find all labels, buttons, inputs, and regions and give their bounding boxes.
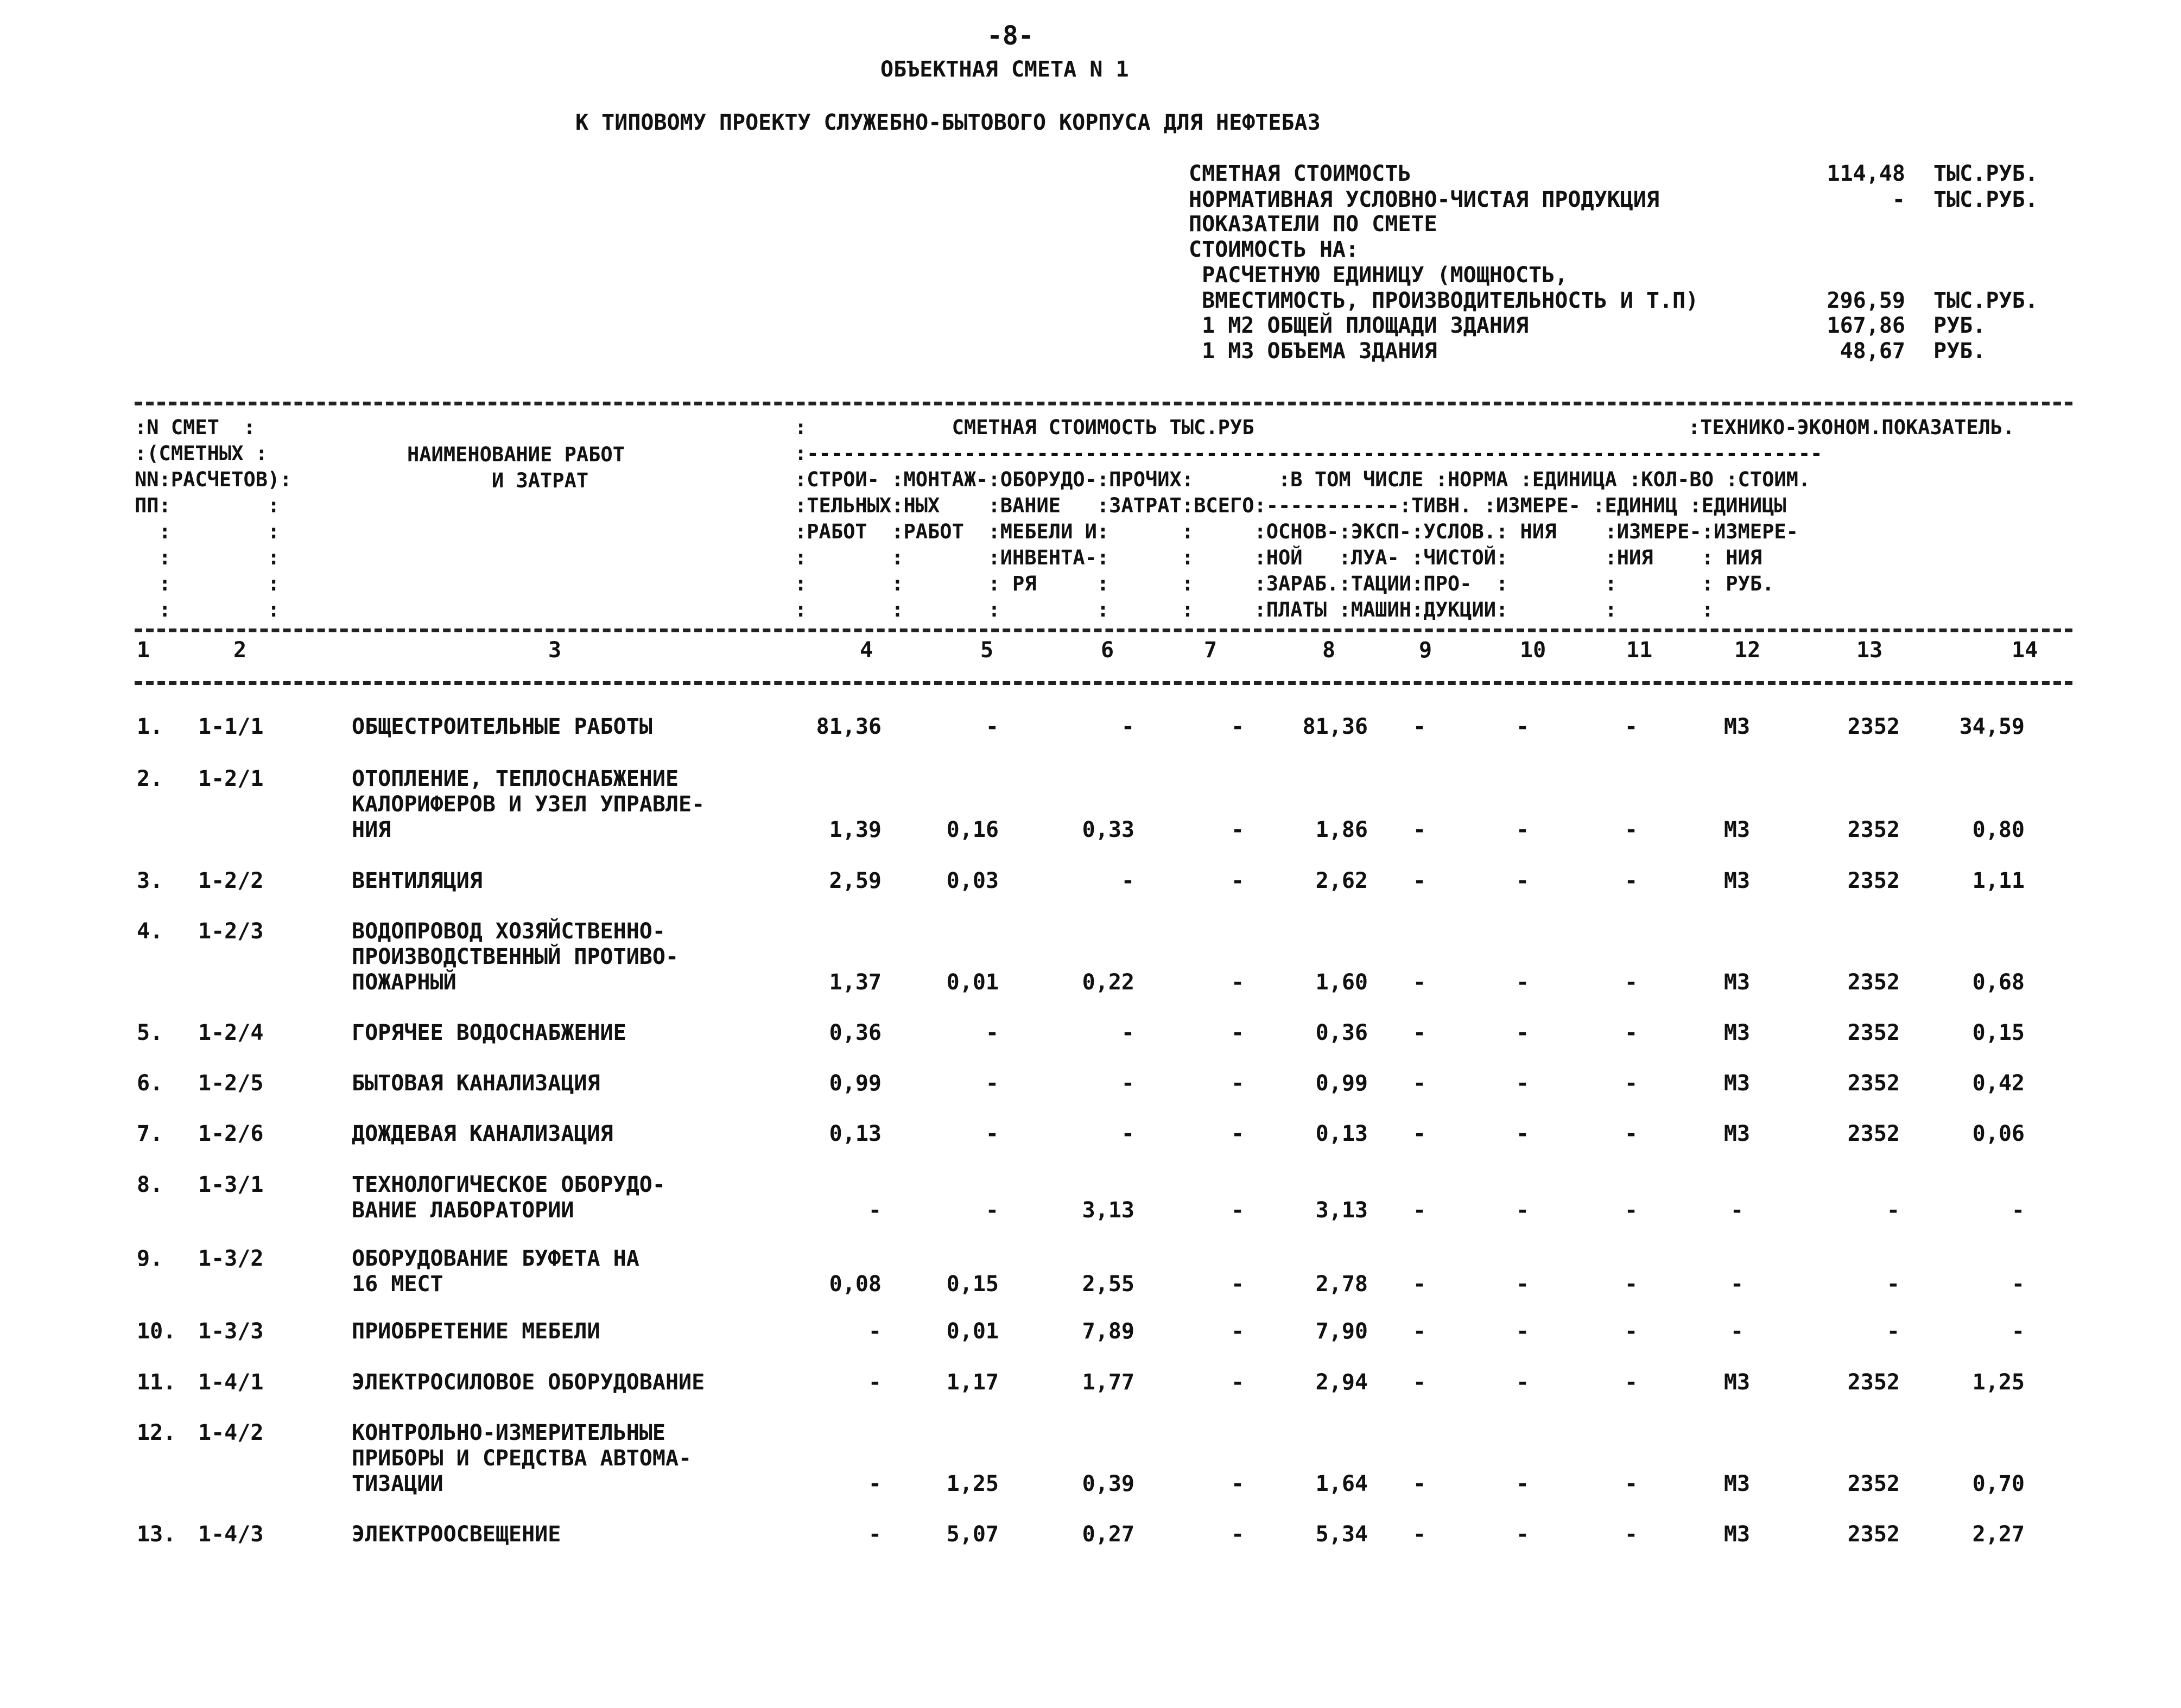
column-numbers-rule: [135, 681, 2072, 685]
cell-c9: -: [1412, 1471, 1426, 1496]
cell-c4: -: [868, 1319, 882, 1344]
cell-c4: 1,39: [829, 817, 882, 842]
column-number: 9: [1419, 638, 1432, 663]
cell-c13: 2352: [1847, 1370, 1900, 1395]
summary-unit: РУБ.: [1933, 313, 1986, 338]
cell-c6: -: [1121, 1071, 1134, 1096]
cell-c4: -: [868, 1522, 882, 1547]
estimate-code: 1-3/1: [198, 1172, 264, 1197]
work-name-line: 16 МЕСТ: [352, 1272, 443, 1297]
cell-c10: -: [1516, 1471, 1530, 1496]
cell-c6: 1,77: [1082, 1370, 1134, 1395]
column-number: 5: [980, 638, 994, 663]
work-name-line: ВОДОПРОВОД ХОЗЯЙСТВЕННО-: [352, 919, 665, 944]
column-number: 2: [233, 638, 247, 663]
header-bottom-rule: [135, 628, 2072, 632]
cell-c6: 2,55: [1082, 1272, 1134, 1297]
cell-c9: -: [1412, 1198, 1426, 1223]
row-number: 13.: [137, 1522, 176, 1547]
column-number: 8: [1322, 638, 1336, 663]
cell-c7: -: [1231, 1272, 1245, 1297]
cell-c5: -: [985, 1071, 999, 1096]
header-top-rule: [135, 402, 2072, 405]
work-name-line: ВАНИЕ ЛАБОРАТОРИИ: [352, 1198, 574, 1223]
work-name-line: ДОЖДЕВАЯ КАНАЛИЗАЦИЯ: [352, 1121, 613, 1146]
cell-c7: -: [1231, 868, 1245, 893]
cell-c14: 0,80: [1972, 817, 2025, 842]
cell-c5: 0,16: [946, 817, 999, 842]
cell-c7: -: [1231, 1471, 1245, 1496]
cell-c14: 0,42: [1972, 1071, 2025, 1096]
cell-c9: -: [1412, 868, 1426, 893]
header-divider: :------------------------------------------------------------------------------------: [795, 442, 1823, 465]
work-name-line: ТЕХНОЛОГИЧЕСКОЕ ОБОРУДО-: [352, 1172, 665, 1197]
estimate-code: 1-2/3: [198, 919, 264, 944]
cell-c6: -: [1121, 868, 1134, 893]
cell-c13: -: [1886, 1272, 1900, 1297]
column-number: 13: [1856, 638, 1883, 663]
page-number: -8-: [987, 21, 1034, 51]
cell-c13: 2352: [1847, 1471, 1900, 1496]
cell-c9: -: [1412, 1370, 1426, 1395]
cell-c4: 0,36: [829, 1020, 882, 1045]
cell-c10: -: [1516, 714, 1530, 739]
cell-c10: -: [1516, 1319, 1530, 1344]
row-number: 4.: [137, 919, 163, 944]
work-name-line: ПОЖАРНЫЙ: [352, 970, 457, 995]
cell-c14: -: [2011, 1198, 2025, 1223]
cell-c9: -: [1412, 1319, 1426, 1344]
work-name-line: ЭЛЕКТРОСИЛОВОЕ ОБОРУДОВАНИЕ: [352, 1370, 705, 1395]
estimate-code: 1-1/1: [198, 714, 264, 739]
cell-c5: 1,25: [946, 1471, 999, 1496]
summary-unit: ТЫС.РУБ.: [1933, 288, 2038, 313]
column-number: 12: [1734, 638, 1761, 663]
cell-c10: -: [1516, 1121, 1530, 1146]
row-number: 10.: [137, 1319, 176, 1344]
cell-c10: -: [1516, 1522, 1530, 1547]
cell-c11: -: [1624, 714, 1638, 739]
summary-label: СМЕТНАЯ СТОИМОСТЬ: [1189, 161, 1411, 186]
cell-c10: -: [1516, 1198, 1530, 1223]
cell-c11: -: [1624, 817, 1638, 842]
cell-c10: -: [1516, 868, 1530, 893]
row-number: 9.: [137, 1246, 163, 1271]
cell-c11: -: [1624, 1272, 1638, 1297]
summary-value: 167,86: [1827, 313, 1905, 338]
cell-c8: 3,13: [1315, 1198, 1368, 1223]
cell-c7: -: [1231, 1370, 1245, 1395]
cell-c13: 2352: [1847, 1071, 1900, 1096]
column-number: 14: [2012, 638, 2038, 663]
header-col-name: НАИМЕНОВАНИЕ РАБОТ И ЗАТРАТ: [407, 443, 625, 492]
cell-c14: -: [2011, 1319, 2025, 1344]
cell-c12: -: [1730, 1198, 1744, 1223]
cell-c10: -: [1516, 970, 1530, 995]
cell-c13: 2352: [1847, 817, 1900, 842]
work-name-line: ВЕНТИЛЯЦИЯ: [352, 868, 483, 893]
cell-c6: -: [1121, 714, 1134, 739]
cell-c10: -: [1516, 1370, 1530, 1395]
cell-c8: 5,34: [1315, 1522, 1368, 1547]
cell-c11: -: [1624, 1319, 1638, 1344]
cell-c8: 2,78: [1315, 1272, 1368, 1297]
cell-c5: -: [985, 1121, 999, 1146]
estimate-code: 1-2/4: [198, 1020, 264, 1045]
cell-c8: 1,64: [1315, 1471, 1368, 1496]
cell-c13: 2352: [1847, 868, 1900, 893]
cell-c11: -: [1624, 1071, 1638, 1096]
cell-c10: -: [1516, 817, 1530, 842]
cell-c12: -: [1730, 1319, 1744, 1344]
column-number: 6: [1101, 638, 1114, 663]
cell-c12: М3: [1723, 868, 1751, 893]
cell-c12: М3: [1723, 1522, 1751, 1547]
cell-c8: 0,36: [1315, 1020, 1368, 1045]
summary-value: 48,67: [1840, 339, 1905, 364]
header-group-tech: :ТЕХНИКО-ЭКОНОМ.ПОКАЗАТЕЛЬ.: [1688, 416, 2015, 439]
cell-c14: -: [2011, 1272, 2025, 1297]
work-name-line: ОБЩЕСТРОИТЕЛЬНЫЕ РАБОТЫ: [352, 714, 652, 739]
row-number: 12.: [137, 1420, 176, 1445]
estimate-code: 1-2/2: [198, 868, 264, 893]
estimate-code: 1-4/2: [198, 1420, 264, 1445]
work-name-line: ОБОРУДОВАНИЕ БУФЕТА НА: [352, 1246, 639, 1271]
estimate-code: 1-2/5: [198, 1071, 264, 1096]
cell-c5: 0,03: [946, 868, 999, 893]
row-number: 6.: [137, 1071, 163, 1096]
cell-c6: 0,22: [1082, 970, 1134, 995]
cell-c9: -: [1412, 817, 1426, 842]
column-number: 11: [1626, 638, 1653, 663]
cell-c11: -: [1624, 1522, 1638, 1547]
cell-c4: -: [868, 1198, 882, 1223]
cell-c11: -: [1624, 1121, 1638, 1146]
column-number: 10: [1520, 638, 1546, 663]
cell-c7: -: [1231, 1020, 1245, 1045]
estimate-code: 1-4/3: [198, 1522, 264, 1547]
cell-c12: М3: [1723, 1121, 1751, 1146]
cell-c4: 0,13: [829, 1121, 882, 1146]
cell-c5: 0,01: [946, 1319, 999, 1344]
cell-c8: 0,13: [1315, 1121, 1368, 1146]
estimate-code: 1-3/2: [198, 1246, 264, 1271]
cell-c12: М3: [1723, 714, 1751, 739]
row-number: 1.: [137, 714, 163, 739]
cell-c6: 3,13: [1082, 1198, 1134, 1223]
cell-c9: -: [1412, 1272, 1426, 1297]
header-sub-columns: :СТРОИ- :МОНТАЖ-:ОБОРУДО-:ПРОЧИХ: :В ТОМ ЧИСЛЕ :НОРМА :ЕДИНИЦА :КОЛ-ВО :СТОИМ. :ТЕЛЬНЫХ:НЫХ :ВАНИЕ :ЗАТРАТ:ВСЕГО:-----------:ТИВН. :ИЗМЕРЕ- :ЕДИНИЦ :ЕДИНИЦЫ :РАБОТ :РАБОТ :МЕБЕЛИ И: : :ОСНОВ-:ЭКСП-:УСЛОВ.: НИЯ :ИЗМЕРЕ-:ИЗМЕРЕ- : : :ИНВЕНТА-: : :НОЙ :ЛУА- :ЧИСТОЙ: :НИЯ : НИЯ : : : РЯ : : :ЗАРАБ.:ТАЦИИ:ПРО- : : : РУБ. : : : : : :ПЛАТЫ :МАШИН:ДУКЦИИ: : :: [795, 468, 1811, 621]
cell-c13: -: [1886, 1319, 1900, 1344]
cell-c7: -: [1231, 817, 1245, 842]
summary-label: НОРМАТИВНАЯ УСЛОВНО-ЧИСТАЯ ПРОДУКЦИЯ: [1189, 187, 1659, 212]
summary-label: 1 М2 ОБЩЕЙ ПЛОЩАДИ ЗДАНИЯ: [1189, 313, 1529, 338]
cell-c14: 2,27: [1972, 1522, 2025, 1547]
row-number: 3.: [137, 868, 163, 893]
row-number: 5.: [137, 1020, 163, 1045]
cell-c5: 0,15: [946, 1272, 999, 1297]
estimate-code: 1-4/1: [198, 1370, 264, 1395]
cell-c5: -: [985, 714, 999, 739]
work-name-line: ОТОПЛЕНИЕ, ТЕПЛОСНАБЖЕНИЕ: [352, 766, 679, 791]
cell-c12: М3: [1723, 1071, 1751, 1096]
cell-c11: -: [1624, 1471, 1638, 1496]
cell-c6: -: [1121, 1020, 1134, 1045]
cell-c8: 2,94: [1315, 1370, 1368, 1395]
cell-c7: -: [1231, 1319, 1245, 1344]
cell-c6: 0,33: [1082, 817, 1134, 842]
cell-c8: 0,99: [1315, 1071, 1368, 1096]
cell-c12: М3: [1723, 1370, 1751, 1395]
cell-c6: 0,27: [1082, 1522, 1134, 1547]
estimate-code: 1-3/3: [198, 1319, 264, 1344]
cell-c6: 0,39: [1082, 1471, 1134, 1496]
cell-c10: -: [1516, 1272, 1530, 1297]
cell-c12: -: [1730, 1272, 1744, 1297]
cell-c13: 2352: [1847, 1121, 1900, 1146]
cell-c13: 2352: [1847, 1522, 1900, 1547]
cell-c8: 7,90: [1315, 1319, 1368, 1344]
cell-c5: -: [985, 1198, 999, 1223]
summary-value: 114,48: [1827, 161, 1905, 186]
row-number: 2.: [137, 766, 163, 791]
cell-c14: 0,06: [1972, 1121, 2025, 1146]
summary-label: 1 М3 ОБЪЕМА ЗДАНИЯ: [1189, 339, 1437, 364]
cell-c14: 0,70: [1972, 1471, 2025, 1496]
work-name-line: ПРИОБРЕТЕНИЕ МЕБЕЛИ: [352, 1319, 600, 1344]
work-name-line: ПРИБОРЫ И СРЕДСТВА АВТОМА-: [352, 1446, 692, 1471]
cell-c12: М3: [1723, 817, 1751, 842]
summary-unit: ТЫС.РУБ.: [1933, 187, 2038, 212]
cell-c5: 5,07: [946, 1522, 999, 1547]
work-name-line: ГОРЯЧЕЕ ВОДОСНАБЖЕНИЕ: [352, 1020, 626, 1045]
cell-c8: 1,60: [1315, 970, 1368, 995]
work-name-line: БЫТОВАЯ КАНАЛИЗАЦИЯ: [352, 1071, 600, 1096]
row-number: 7.: [137, 1121, 163, 1146]
cell-c8: 81,36: [1302, 714, 1368, 739]
cell-c8: 2,62: [1315, 868, 1368, 893]
cell-c4: 81,36: [816, 714, 882, 739]
cell-c4: 0,08: [829, 1272, 882, 1297]
summary-label: ПОКАЗАТЕЛИ ПО СМЕТЕ: [1189, 212, 1437, 237]
header-col-number-code: :N СМЕТ : :(СМЕТНЫХ : NN:РАСЧЕТОВ): ПП: : : : : : : : : :: [135, 416, 292, 621]
cell-c13: 2352: [1847, 714, 1900, 739]
cell-c5: 1,17: [946, 1370, 999, 1395]
cell-c7: -: [1231, 1071, 1245, 1096]
column-number: 7: [1204, 638, 1218, 663]
cell-c6: 7,89: [1082, 1319, 1134, 1344]
work-name-line: ЭЛЕКТРООСВЕЩЕНИЕ: [352, 1522, 561, 1547]
cell-c9: -: [1412, 714, 1426, 739]
column-number: 3: [548, 638, 562, 663]
cell-c7: -: [1231, 714, 1245, 739]
document-subtitle: К ТИПОВОМУ ПРОЕКТУ СЛУЖЕБНО-БЫТОВОГО КОРПУСА ДЛЯ НЕФТЕБАЗ: [575, 110, 1321, 135]
work-name-line: НИЯ: [352, 817, 391, 842]
cell-c11: -: [1624, 868, 1638, 893]
cell-c4: -: [868, 1471, 882, 1496]
column-number: 4: [860, 638, 873, 663]
cell-c14: 1,11: [1972, 868, 2025, 893]
cell-c9: -: [1412, 1522, 1426, 1547]
cell-c11: -: [1624, 1370, 1638, 1395]
row-number: 11.: [137, 1370, 176, 1395]
cell-c6: -: [1121, 1121, 1134, 1146]
cell-c13: 2352: [1847, 970, 1900, 995]
cell-c11: -: [1624, 970, 1638, 995]
summary-value: -: [1892, 187, 1905, 212]
column-number: 1: [137, 638, 150, 663]
cell-c12: М3: [1723, 970, 1751, 995]
cell-c12: М3: [1723, 1471, 1751, 1496]
row-number: 8.: [137, 1172, 163, 1197]
work-name-line: КАЛОРИФЕРОВ И УЗЕЛ УПРАВЛЕ-: [352, 792, 705, 817]
cell-c5: -: [985, 1020, 999, 1045]
cell-c13: 2352: [1847, 1020, 1900, 1045]
cell-c7: -: [1231, 1198, 1245, 1223]
cell-c11: -: [1624, 1198, 1638, 1223]
summary-unit: РУБ.: [1933, 339, 1986, 364]
summary-unit: ТЫС.РУБ.: [1933, 161, 2038, 186]
cell-c13: -: [1886, 1198, 1900, 1223]
cell-c9: -: [1412, 1121, 1426, 1146]
cell-c7: -: [1231, 1121, 1245, 1146]
summary-label: ВМЕСТИМОСТЬ, ПРОИЗВОДИТЕЛЬНОСТЬ И Т.П): [1189, 288, 1699, 313]
cell-c7: -: [1231, 970, 1245, 995]
cell-c4: 2,59: [829, 868, 882, 893]
work-name-line: ТИЗАЦИИ: [352, 1471, 443, 1496]
cell-c9: -: [1412, 1071, 1426, 1096]
cell-c10: -: [1516, 1071, 1530, 1096]
cell-c9: -: [1412, 1020, 1426, 1045]
document-title: ОБЪЕКТНАЯ СМЕТА N 1: [880, 57, 1129, 82]
cell-c4: -: [868, 1370, 882, 1395]
cell-c9: -: [1412, 970, 1426, 995]
cell-c14: 1,25: [1972, 1370, 2025, 1395]
work-name-line: ПРОИЗВОДСТВЕННЫЙ ПРОТИВО-: [352, 944, 679, 969]
cell-c14: 0,15: [1972, 1020, 2025, 1045]
cell-c8: 1,86: [1315, 817, 1368, 842]
cell-c7: -: [1231, 1522, 1245, 1547]
header-group-cost: : СМЕТНАЯ СТОИМОСТЬ ТЫС.РУБ: [795, 416, 1254, 439]
cell-c4: 1,37: [829, 970, 882, 995]
cell-c5: 0,01: [946, 970, 999, 995]
cell-c10: -: [1516, 1020, 1530, 1045]
work-name-line: КОНТРОЛЬНО-ИЗМЕРИТЕЛЬНЫЕ: [352, 1420, 665, 1445]
summary-label: РАСЧЕТНУЮ ЕДИНИЦУ (МОЩНОСТЬ,: [1189, 263, 1568, 288]
estimate-code: 1-2/1: [198, 766, 264, 791]
cell-c11: -: [1624, 1020, 1638, 1045]
estimate-code: 1-2/6: [198, 1121, 264, 1146]
cell-c12: М3: [1723, 1020, 1751, 1045]
cell-c4: 0,99: [829, 1071, 882, 1096]
cell-c14: 34,59: [1959, 714, 2025, 739]
summary-label: СТОИМОСТЬ НА:: [1189, 237, 1359, 262]
cell-c14: 0,68: [1972, 970, 2025, 995]
summary-value: 296,59: [1827, 288, 1905, 313]
